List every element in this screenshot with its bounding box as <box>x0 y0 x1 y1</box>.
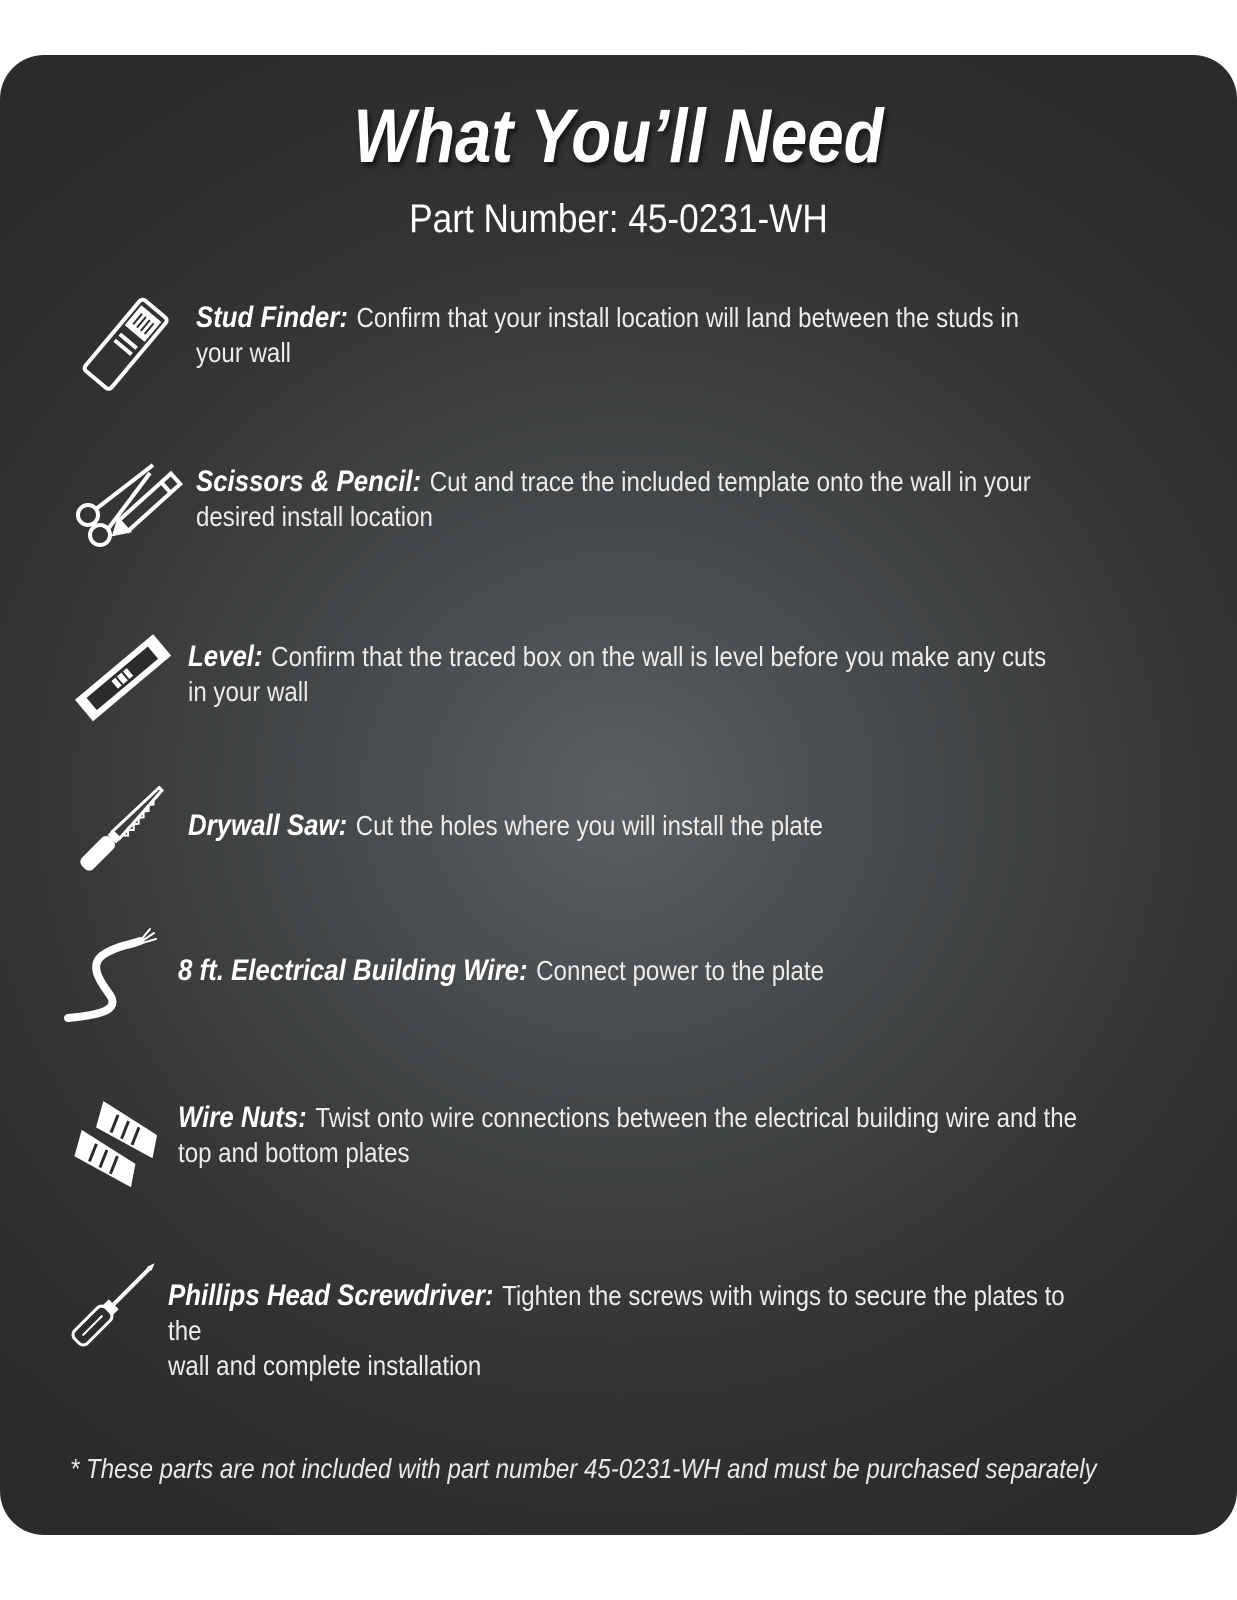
item-text <box>188 639 1082 709</box>
list-item-level <box>0 625 1237 735</box>
item-label: Wire Nuts: <box>178 1101 307 1134</box>
item-description: Twist onto wire connections between the electrical building wire and the <box>315 1102 1078 1133</box>
list-item-stud-finder <box>0 290 1237 400</box>
item-label: Level: <box>188 640 263 673</box>
item-text <box>196 464 1082 534</box>
electrical-wire-icon <box>58 923 168 1033</box>
item-description-cont: your wall <box>196 337 292 368</box>
footnote: * These parts are not included with part number 45-0231-WH and must be purchased separately <box>70 1453 1097 1484</box>
scissors-pencil-icon <box>68 455 178 565</box>
wire-nuts-icon <box>60 1090 170 1200</box>
item-label: Phillips Head Screwdriver: <box>168 1279 494 1312</box>
level-icon <box>70 625 180 735</box>
page-title: What You’ll Need <box>353 94 884 179</box>
list-item-scissors-pencil <box>0 455 1237 565</box>
item-label: 8 ft. Electrical Building Wire: <box>178 954 528 987</box>
tools-card <box>0 55 1237 1535</box>
item-description-cont: top and bottom plates <box>178 1137 410 1168</box>
item-description-cont: in your wall <box>188 676 309 707</box>
item-description: Tighten the screws with wings to secure the plates to the <box>168 1280 1065 1346</box>
item-description: Cut the holes where you will install the plate <box>355 810 823 841</box>
item-label: Scissors & Pencil: <box>196 465 422 498</box>
list-item-wire-nuts <box>0 1090 1237 1200</box>
item-label: Stud Finder: <box>196 301 348 334</box>
item-description-cont: wall and complete installation <box>168 1350 482 1381</box>
item-description: Confirm that the traced box on the wall is level before you make any cuts <box>271 641 1047 672</box>
stud-finder-icon <box>70 290 180 400</box>
part-number: Part Number: 45-0231-WH <box>409 197 828 241</box>
screwdriver-icon <box>58 1250 168 1360</box>
drywall-saw-icon <box>66 775 176 885</box>
item-description-cont: desired install location <box>196 501 433 532</box>
item-text <box>168 1278 1080 1383</box>
item-description: Cut and trace the included template onto the wall in your <box>429 466 1031 497</box>
list-item-screwdriver <box>0 1250 1237 1381</box>
item-text <box>178 1100 1081 1170</box>
item-description: Confirm that your install location will land between the studs in <box>356 302 1020 333</box>
item-text <box>178 953 1081 988</box>
list-item-drywall-saw <box>0 775 1237 885</box>
item-description: Connect power to the plate <box>536 955 824 986</box>
list-item-electrical-wire <box>0 923 1237 1033</box>
item-text <box>196 300 1082 370</box>
item-label: Drywall Saw: <box>188 809 348 842</box>
item-text <box>188 808 1082 843</box>
